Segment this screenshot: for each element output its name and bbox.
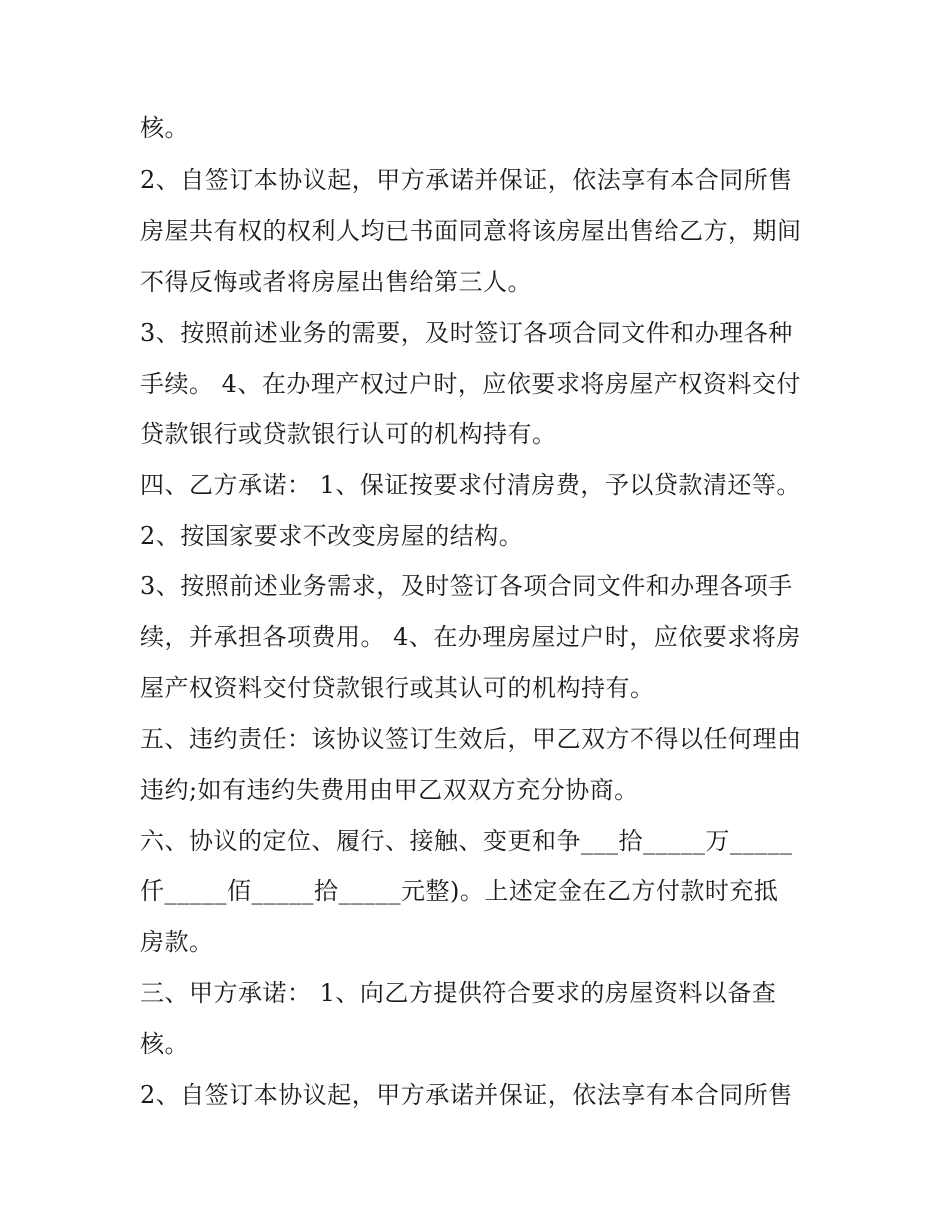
text-line-12: 屋产权资料交付贷款银行或其认可的机构持有。	[140, 674, 655, 702]
text-line-13: 五、违约责任：该协议签订生效后，甲乙双方不得以任何理由	[140, 725, 802, 753]
text-line-10: 3、按照前述业务需求，及时签订各项合同文件和办理各项手	[140, 572, 793, 600]
text-line-2: 2、自签订本协议起，甲方承诺并保证，依法享有本合同所售	[140, 166, 793, 194]
text-line-18: 三、甲方承诺： 1、向乙方提供符合要求的房屋资料以备查	[140, 979, 777, 1007]
text-line-1: 核。	[140, 114, 189, 142]
text-line-3: 房屋共有权的权利人均已书面同意将该房屋出售给乙方，期间	[140, 217, 802, 245]
text-line-8: 四、乙方承诺： 1、保证按要求付清房费，予以贷款清还等。	[140, 471, 801, 499]
text-line-6: 手续。 4、在办理产权过户时，应依要求将房屋产权资料交付	[140, 370, 801, 398]
text-line-5: 3、按照前述业务的需要，及时签订各项合同文件和办理各种	[140, 319, 793, 347]
text-line-17: 房款。	[140, 928, 214, 956]
text-line-19: 核。	[140, 1030, 189, 1058]
text-line-15: 六、协议的定位、履行、接触、变更和争___拾_____万_____	[140, 827, 793, 855]
text-line-4: 不得反悔或者将房屋出售给第三人。	[140, 268, 532, 296]
text-line-20: 2、自签订本协议起，甲方承诺并保证，依法享有本合同所售	[140, 1081, 793, 1109]
text-line-16: 仟_____佰_____拾_____元整)。上述定金在乙方付款时充抵	[140, 877, 779, 905]
text-line-9: 2、按国家要求不改变房屋的结构。	[140, 522, 524, 550]
text-line-14: 违约;如有违约失费用由甲乙双双方充分协商。	[140, 776, 639, 804]
text-line-11: 续，并承担各项费用。 4、在办理房屋过户时，应依要求将房	[140, 623, 801, 651]
text-line-7: 贷款银行或贷款银行认可的机构持有。	[140, 420, 557, 448]
